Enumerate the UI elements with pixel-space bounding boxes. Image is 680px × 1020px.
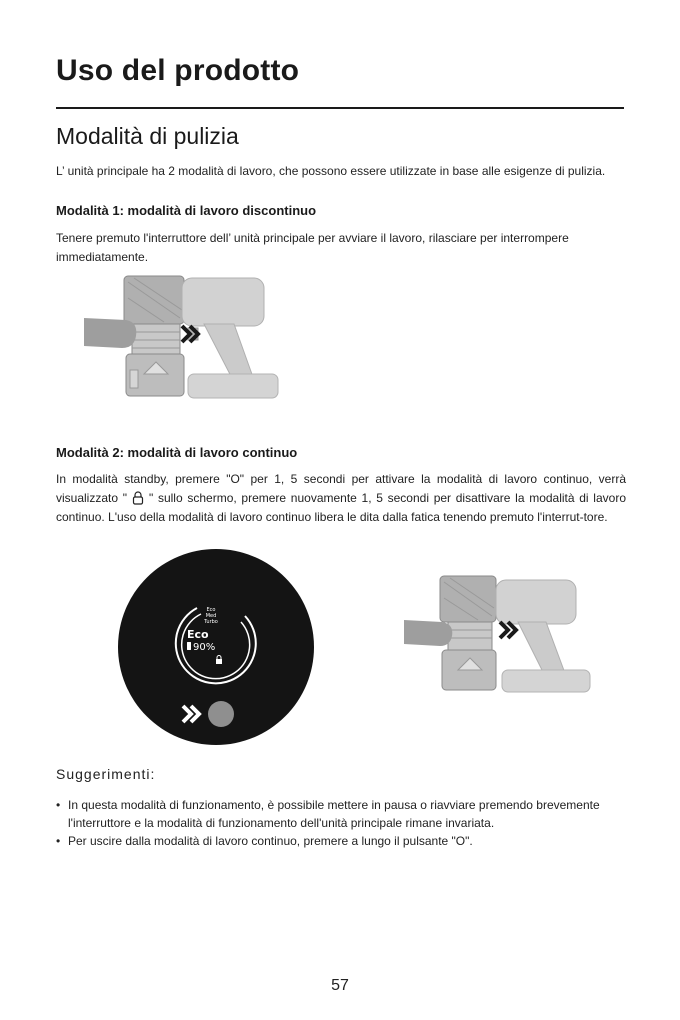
page-title: Uso del prodotto — [56, 54, 300, 87]
power-button-icon — [208, 701, 234, 727]
mode-list-item-med: Med — [205, 613, 217, 619]
vacuum-trigger-illustration — [84, 270, 284, 405]
battery-level: 90% — [193, 642, 216, 653]
section-title: Modalità di pulizia — [56, 123, 239, 149]
vacuum-button-illustration — [404, 572, 594, 700]
list-item: • Per uscire dalla modalità di lavoro continuo, premere a lungo il pulsante "O". — [56, 834, 473, 848]
mode-label: Eco — [187, 628, 209, 641]
tips-title: Suggerimenti: — [56, 766, 156, 782]
mode1-description: Tenere premuto l'interruttore dell’ unità principale per avviare il lavoro, rilasciare per interrompere immediatamente. — [56, 231, 569, 264]
mode-list-item-turbo: Turbo — [204, 619, 218, 625]
mode-list-item-eco: Eco — [206, 607, 216, 613]
page-number: 57 — [331, 977, 349, 994]
mode2-description: In modalità standby, premere "O" per 1, 5 secondi per attivare la modalità di lavoro continuo, verrà visualizzato " " sullo schermo, premere nuovamente 1, 5 secondi per disattivare la modalità di lavoro continuo. L'uso della modalità di lavoro continuo libera le dita dalla fatica tenendo premuto l'interrut-tore. — [56, 472, 626, 524]
battery-icon — [187, 642, 191, 650]
tips-list — [56, 796, 628, 850]
mode2-title: Modalità 2: modalità di lavoro continuo — [56, 445, 298, 460]
list-item: • In questa modalità di funzionamento, è possibile mettere in pausa o riavviare premendo brevemente l'interruttore e la modalità di funzionamento dell'unità principale rimane invariata. — [56, 798, 600, 830]
mode1-title: Modalità 1: modalità di lavoro discontinuo — [56, 203, 317, 218]
lock-icon — [131, 491, 145, 505]
intro-paragraph: L’ unità principale ha 2 modalità di lavoro, che possono essere utilizzate in base alle esigenze di pulizia. — [56, 164, 606, 178]
display-screen-illustration — [117, 548, 315, 746]
title-divider — [56, 107, 624, 109]
